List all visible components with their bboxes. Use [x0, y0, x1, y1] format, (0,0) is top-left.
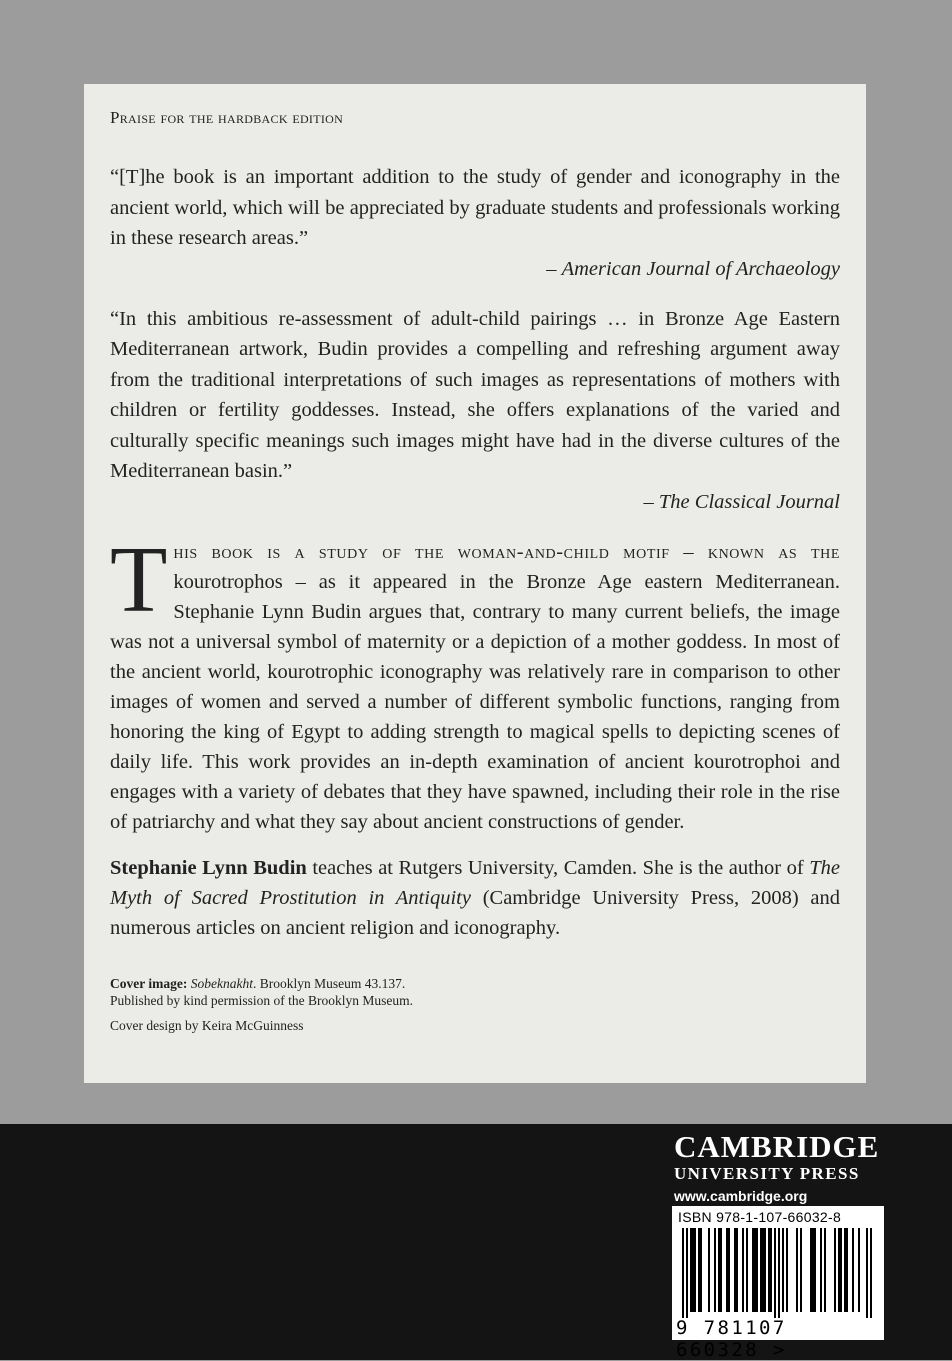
barcode-bar — [774, 1228, 776, 1318]
barcode-bar — [686, 1228, 688, 1318]
barcode-bar — [812, 1228, 814, 1312]
bio-text-1: teaches at Rutgers University, Camden. She is the author of — [306, 856, 810, 879]
barcode-bar — [810, 1228, 812, 1312]
barcode-bar — [690, 1228, 692, 1312]
barcode-bar — [746, 1228, 748, 1312]
permission-credit: Published by kind permission of the Brooklyn Museum. — [110, 992, 413, 1008]
praise-quote-1: “[T]he book is an important addition to the study of gender and iconography in the ancient world, which will be appreciated by graduate students and professionals working in these research areas.” — [110, 166, 840, 249]
barcode-bar — [698, 1228, 700, 1312]
barcode-box — [672, 1206, 884, 1361]
attribution-source: The Classical Journal — [658, 490, 840, 513]
cover-image-source: . Brooklyn Museum 43.137. — [252, 975, 406, 991]
barcode-bar — [692, 1228, 694, 1312]
barcode-bar — [838, 1228, 840, 1312]
barcode-bar — [824, 1228, 826, 1312]
barcode-bar — [682, 1228, 684, 1318]
praise-attribution-2 — [110, 487, 840, 517]
barcode-bar — [796, 1228, 798, 1312]
barcode-bar — [742, 1228, 744, 1312]
barcode-bar — [754, 1228, 756, 1312]
barcode-bar — [718, 1228, 720, 1312]
barcode-bar — [870, 1228, 872, 1318]
description-opening-smallcaps: his book is a study of the woman-and-child motif – known as the — [173, 540, 840, 563]
attribution-dash: – — [546, 257, 562, 280]
barcode-digits: 9 781107 660328 > — [676, 1317, 787, 1361]
cover-image-label: Cover image: — [110, 975, 188, 991]
barcode-bar — [852, 1228, 854, 1312]
barcode-bar — [708, 1228, 710, 1312]
cover-image-title: Sobeknakht — [190, 975, 253, 991]
publisher-logo — [674, 1130, 884, 1206]
praise-attribution-1 — [110, 254, 840, 284]
barcode-bar — [756, 1228, 758, 1312]
barcode-bar — [700, 1228, 702, 1312]
barcode-bar — [800, 1228, 802, 1312]
book-description — [110, 527, 840, 837]
author-bio — [110, 853, 840, 943]
barcode-icon — [672, 1226, 884, 1318]
publisher-subtitle: UNIVERSITY PRESS — [674, 1164, 860, 1183]
isbn-label: ISBN 978-1-107-66032-8 — [678, 1209, 842, 1225]
credits — [110, 975, 840, 1034]
cover-image-credit — [110, 975, 840, 992]
barcode-bar — [820, 1228, 822, 1312]
praise-quote-2: “In this ambitious re-assessment of adult-child pairings … in Bronze Age Eastern Mediterranean artwork, Budin provides a compelling and refreshing argument away from the traditional interpretations of such images as representations of mothers with children or fertility goddesses. Instead, she offers explanations of the varied and culturally specific meanings such images might have had in the diverse cultures of the Mediterranean basin.” — [110, 307, 840, 482]
cover-design-credit: Cover design by Keira McGuinness — [110, 1017, 304, 1033]
publisher-url: www.cambridge.org — [674, 1188, 808, 1204]
barcode-bar — [834, 1228, 836, 1312]
barcode-bar — [768, 1228, 770, 1312]
praise-header: Praise for the hardback edition — [110, 108, 344, 127]
back-cover-panel — [84, 84, 866, 1083]
barcode-bar — [778, 1228, 780, 1318]
barcode-bar — [726, 1228, 728, 1312]
barcode-bar — [840, 1228, 842, 1312]
barcode-bar — [770, 1228, 772, 1312]
description-body: kourotrophos – as it appeared in the Bronze Age eastern Mediterranean. Stephanie Lynn Budin argues that, contrary to many current beliefs, the image was not a universal symbol of maternity or a depiction of a mother goddess. In most of the ancient world, kourotrophic iconography was relatively rare in comparison to other images of women and served a number of different symbolic functions, ranging from honoring the king of Egypt to adding strength to magical spells to depicting scenes of daily life. This work provides an in-depth examination of ancient kourotrophoi and engages with a variety of debates that they have spawned, including their role in the rise of patriarchy and what they say about ancient constructions of gender. — [110, 570, 840, 833]
barcode-bar — [734, 1228, 736, 1312]
bio-text-2: (Cambridge University Press, 2008) and numerous articles on ancient religion and iconography. — [110, 886, 841, 939]
attribution-dash: – — [643, 490, 659, 513]
barcode-bar — [866, 1228, 868, 1318]
publisher-name: CAMBRIDGE — [674, 1129, 880, 1164]
barcode-bar — [844, 1228, 846, 1312]
drop-cap: T — [110, 527, 168, 632]
barcode-bar — [752, 1228, 754, 1312]
barcode-bar — [694, 1228, 696, 1312]
barcode-bar — [786, 1228, 788, 1312]
barcode-bar — [858, 1228, 860, 1312]
attribution-source: American Journal of Archaeology — [561, 257, 840, 280]
barcode-bar — [736, 1228, 738, 1312]
barcode-bar — [728, 1228, 730, 1312]
author-name: Stephanie Lynn Budin — [110, 856, 307, 879]
barcode-bar — [720, 1228, 722, 1312]
barcode-bar — [764, 1228, 766, 1312]
barcode-bar — [760, 1228, 762, 1312]
barcode-bar — [846, 1228, 848, 1312]
barcode-bar — [782, 1228, 784, 1312]
barcode-bar — [714, 1228, 716, 1312]
barcode-bar — [762, 1228, 764, 1312]
book-title: The Myth of Sacred Prostitution in Antiquity — [110, 856, 840, 909]
barcode-bar — [814, 1228, 816, 1312]
